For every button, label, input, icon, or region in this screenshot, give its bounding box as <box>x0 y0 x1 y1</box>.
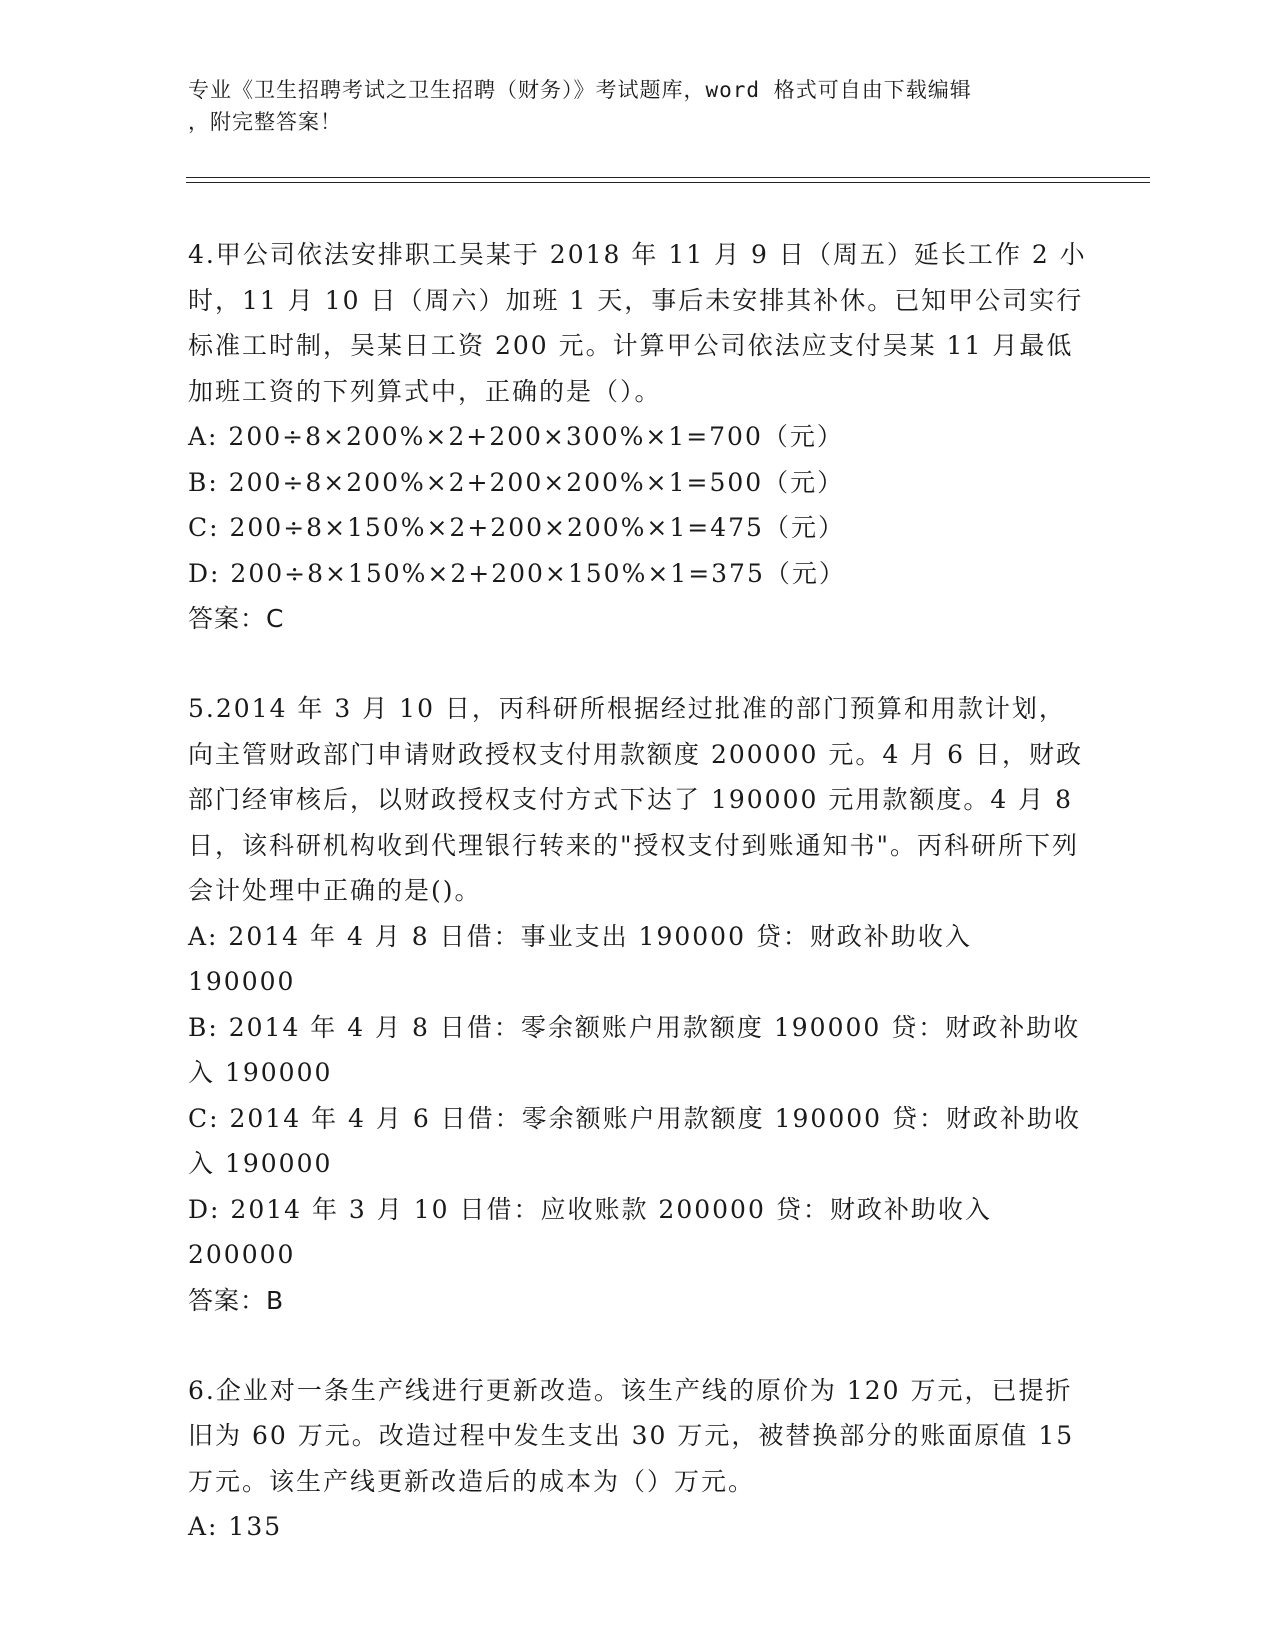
option-a: A: 200÷8×200%×2+200×300%×1=700（元） <box>188 422 844 451</box>
document-header <box>188 74 1068 138</box>
option-c: C: 200÷8×150%×2+200×200%×1=475（元） <box>188 513 845 542</box>
question-text: 5.2014 年 3 月 10 日，丙科研所根据经过批准的部门预算和用款计划，向主管财政部门申请财政授权支付用款额度 200000 元。4 月 6 日，财政部门经审核后，以财政授权支付方式下达了 190000 元用款额度。4 月 8 日，该科研机构收到代理银行转来的"授权支付到账通知书"。丙科研所下列会计处理中正确的是()。 <box>188 694 1083 905</box>
question-6 <box>188 1368 1088 1550</box>
question-4 <box>188 232 1088 642</box>
answer-label: 答案：B <box>188 1285 285 1315</box>
answer-label: 答案：C <box>188 604 285 633</box>
header-divider-bottom <box>186 182 1150 183</box>
option-b: B: 200÷8×200%×2+200×200%×1=500（元） <box>188 467 845 497</box>
header-line-1: 专业《卫生招聘考试之卫生招聘（财务）》考试题库，word 格式可自由下载编辑 <box>188 78 972 102</box>
header-line-2: ，附完整答案！ <box>188 110 342 134</box>
question-list <box>188 232 1088 1550</box>
option-b: B: 2014 年 4 月 8 日借：零余额账户用款额度 190000 贷：财政补助收入 190000 <box>188 1012 1081 1087</box>
option-c: C: 2014 年 4 月 6 日借：零余额账户用款额度 190000 贷：财政补助收入 190000 <box>188 1103 1081 1178</box>
question-text: 4.甲公司依法安排职工吴某于 2018 年 11 月 9 日（周五）延长工作 2 小时，11 月 10 日（周六）加班 1 天，事后未安排其补休。已知甲公司实行标准工时制，吴某日工资 200 元。计算甲公司依法应支付吴某 11 月最低加班工资的下列算式中，正确的是（）。 <box>188 240 1087 406</box>
question-5 <box>188 686 1088 1324</box>
option-a: A: 135 <box>188 1512 283 1541</box>
option-d: D: 2014 年 3 月 10 日借：应收账款 200000 贷：财政补助收入 200000 <box>188 1194 992 1269</box>
question-text: 6.企业对一条生产线进行更新改造。该生产线的原价为 120 万元，已提折旧为 60 万元。改造过程中发生支出 30 万元，被替换部分的账面原值 15 万元。该生产线更新改造后的成本为（）万元。 <box>188 1375 1075 1496</box>
header-divider-top <box>186 177 1150 178</box>
option-a: A: 2014 年 4 月 8 日借：事业支出 190000 贷：财政补助收入 190000 <box>188 921 972 996</box>
option-d: D: 200÷8×150%×2+200×150%×1=375（元） <box>188 558 846 588</box>
